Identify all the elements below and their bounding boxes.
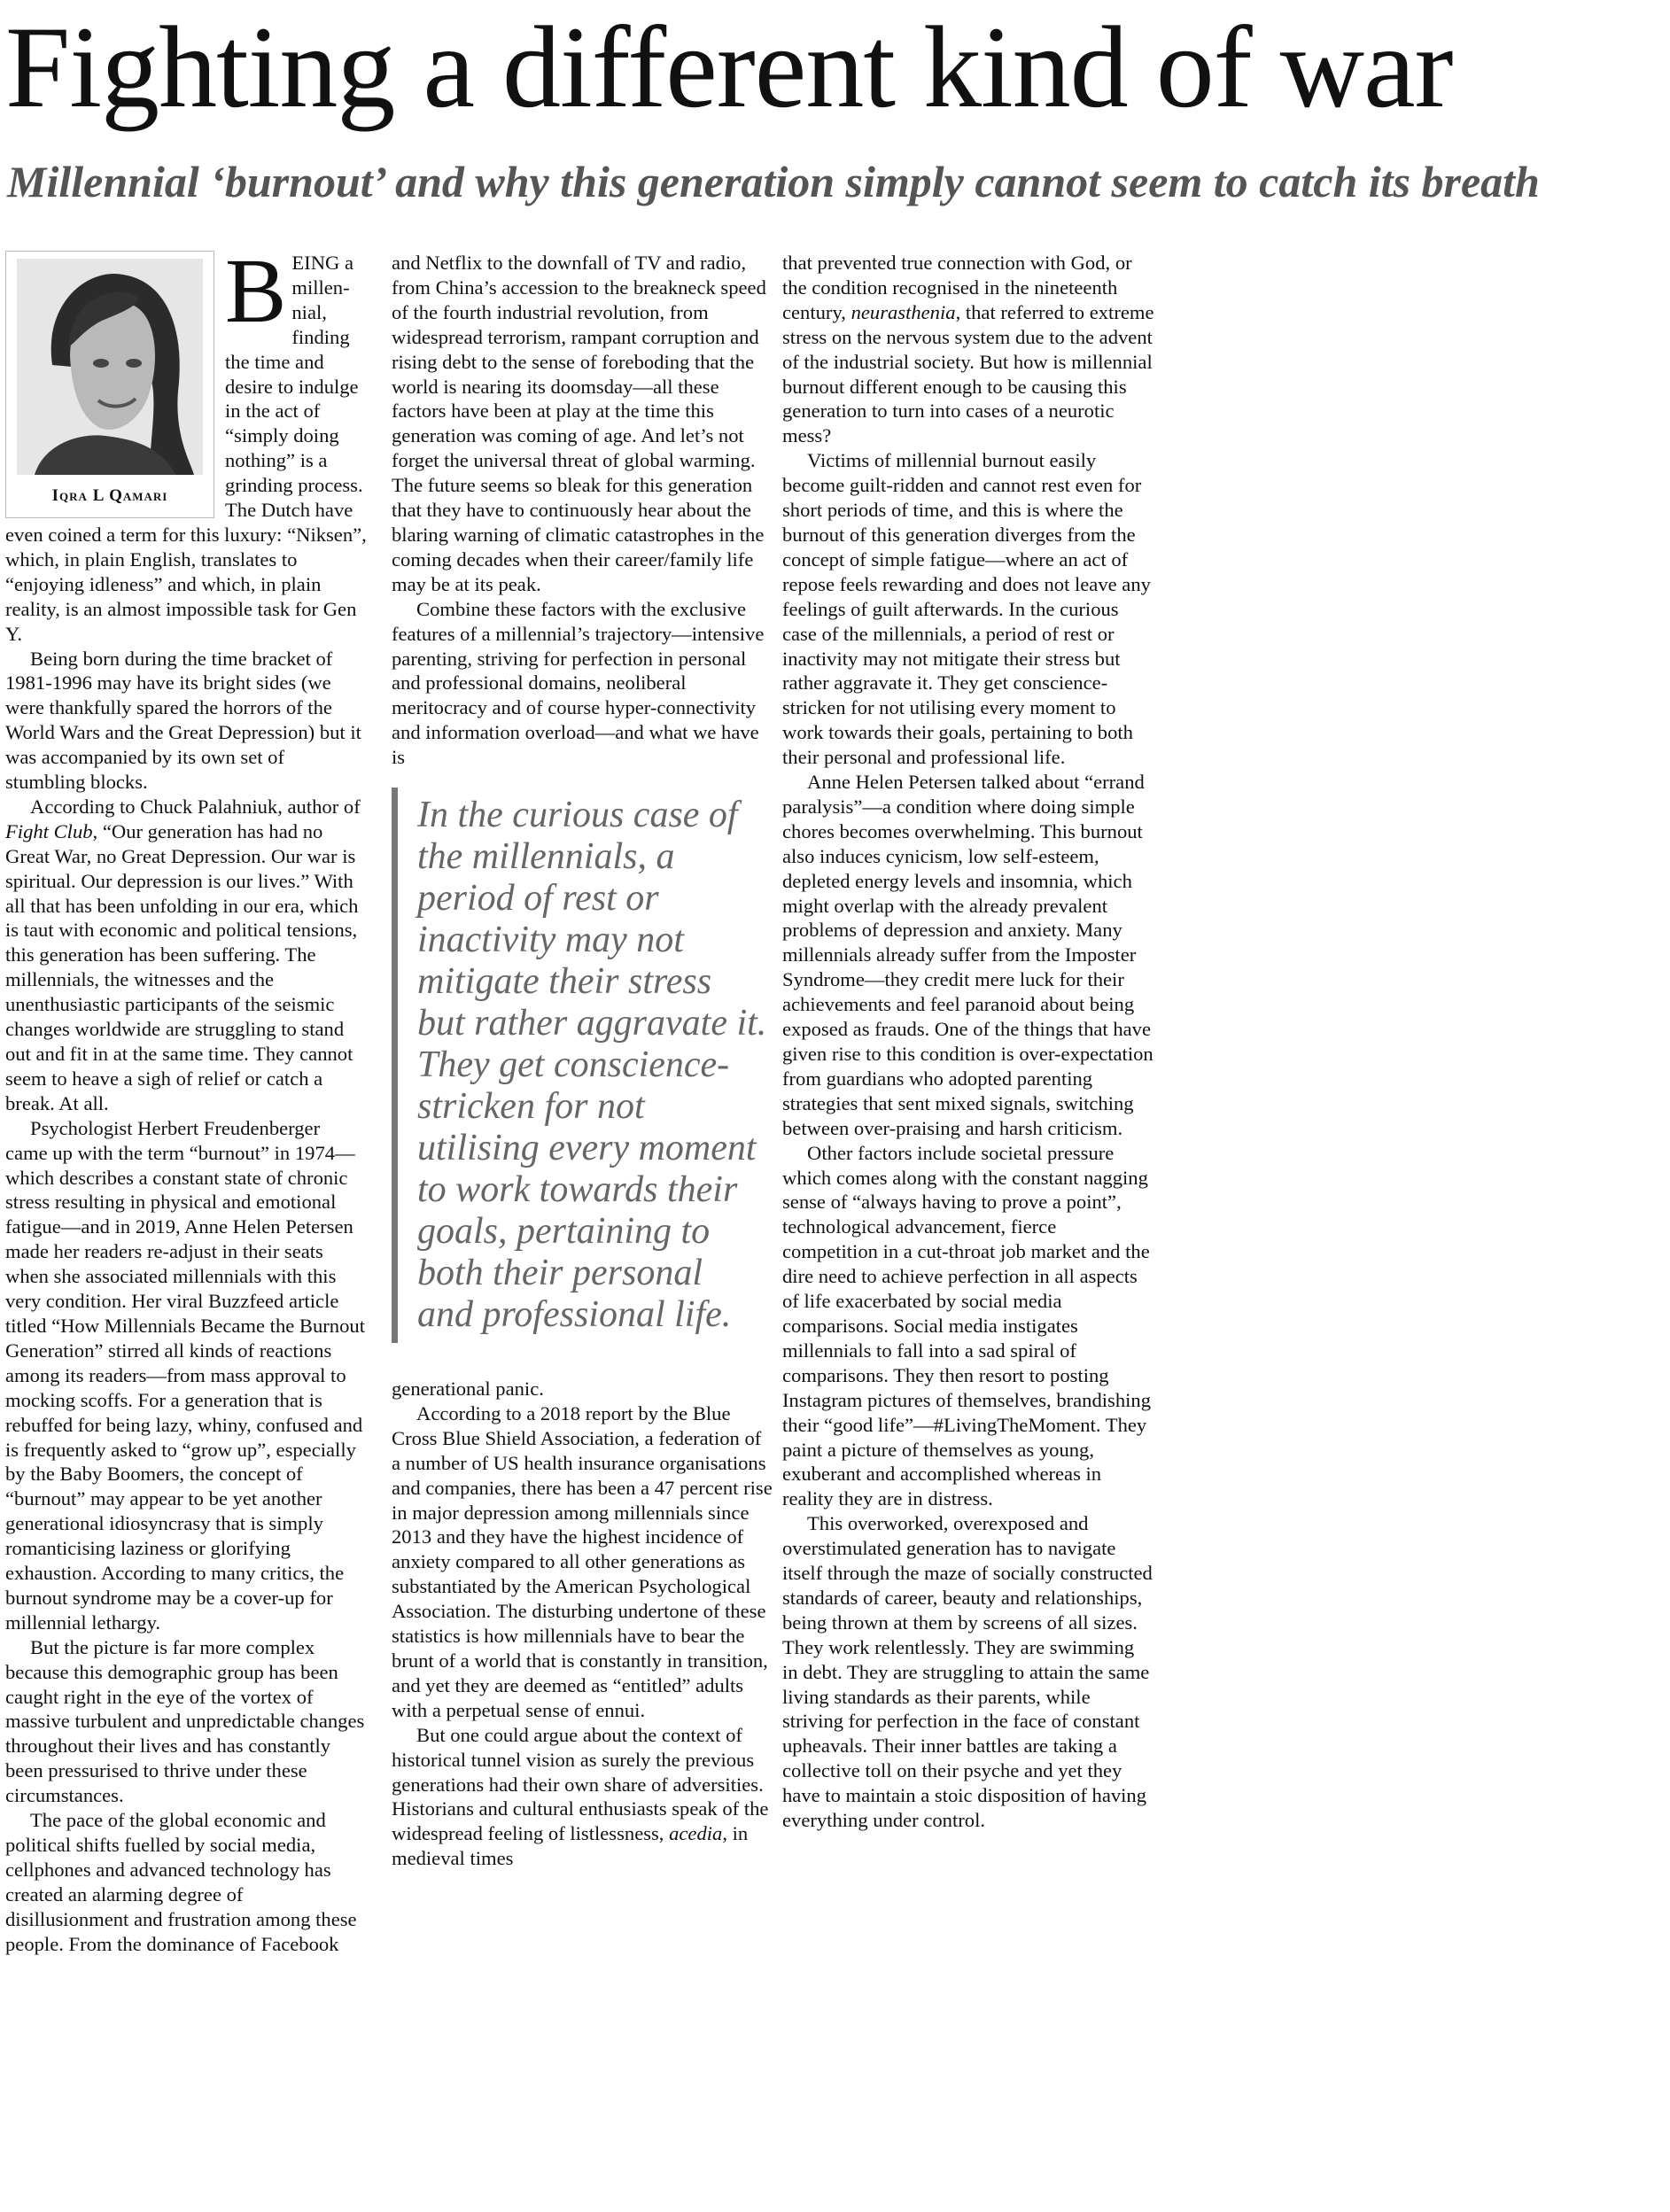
pull-quote: In the curious case of the millennials, a period of rest or inactivity may not mitigate their stress but rather aggravate it. They get conscience-stricken for not utilising every moment to work towards their goals, pertaining to both their personal and professional life. — [392, 788, 773, 1343]
paragraph: But one could argue about the context of historical tunnel vision as surely the previous generations had their own share of adversities. Historians and cultural enthusiasts speak of the widespread feeling of listlessness, acedia, in medieval times — [392, 1723, 769, 1870]
paragraph: The pace of the global economic and political shifts fuelled by social media, cellphones and advanced technology has created an alarming degree of disillusionment and frustration among these people. From the dominance of Facebook — [5, 1809, 357, 1955]
paragraph: According to a 2018 report by the Blue Cross Blue Shield Association, a federation of a number of US health insurance organisations and companies, there has been a 47 percent rise in major depression among millennials since 2013 and they have the highest incidence of anxiety compared to all other generations as substantiated by the American Psychological Association. The disturbing undertone of these statistics is how millennials have to bear the brunt of a world that is constantly in transition, and yet they are deemed as “entitled” adults with a perpetual sense of ennui. — [392, 1401, 773, 1721]
paragraph: BEING a millen-nial, finding the time and desire to indulge in the act of “simply doing nothing” is a grinding process. The Dutch have even coined a term for this luxury: “Niksen”, which, in plain English, translates to “enjoying idleness” and which, in plain reality, is an almost impossible task for Gen Y. — [5, 240, 367, 645]
paragraph: generational panic. — [392, 1378, 544, 1401]
paragraph: Being born during the time bracket of 1981-1996 may have its bright sides (we were thankfully spared the horrors of the World Wars and the Great Depression) but it was accompanied by its own set of stumbling blocks. — [5, 647, 361, 794]
article-column-2 — [392, 251, 773, 1871]
article-column-3 — [782, 251, 1154, 1833]
italic-term: neurasthenia — [851, 300, 956, 323]
paragraph: Psychologist Herbert Freudenberger came up with the term “burnout” in 1974—which describes a constant state of chronic stress resulting in physical and emotional fatigue—and in 2019, Anne Helen Petersen made her readers re-adjust in their seats when she associated millennials with this very condition. Her viral Buzzfeed article titled “How Millennials Became the Burnout Generation” stirred all kinds of reactions among its readers—from mass approval to mocking scoffs. For a generation that is rebuffed for being lazy, whiny, confused and is frequently asked to “grow up”, especially by the Baby Boomers, the concept of “burnout” may appear to be yet another generational idiosyncrasy that is simply romanticising laziness or glorifying exhaustion. According to many critics, the burnout syndrome may be a cover-up for millennial lethargy. — [5, 1116, 365, 1634]
author-byline: Iqra L Qamari — [51, 486, 168, 505]
paragraph: According to Chuck Palahniuk, author of Fight Club, “Our generation has had no Great War, no Great Depression. Our war is spiritual. Our depression is our lives.” With all that has been unfolding in our era, which is taut with economic and political tensions, this generation has been suffering. The millennials, the witnesses and the unenthusiastic participants of the seismic changes worldwide are struggling to stand out and fit in at the same time. They cannot seem to heave a sigh of relief or catch a break. At all. — [5, 795, 361, 1114]
paragraph: Anne Helen Petersen talked about “errand paralysis”—a condition where doing simple chores becomes overwhelming. This burnout also induces cynicism, low self-esteem, depleted energy levels and insomnia, which might overlap with the already prevalent problems of depression and anxiety. Many millennials already suffer from the Imposter Syndrome—they credit mere luck for their achievements and feel paranoid about being exposed as frauds. One of the things that have given rise to this condition is over-expectation from guardians who adopted parenting strategies that sent mixed signals, switching between over-praising and harsh criticism. — [782, 771, 1153, 1139]
book-title: Fight Club — [5, 819, 93, 842]
drop-cap: B — [225, 240, 287, 342]
subheadline: Millennial ‘burnout’ and why this generation simply cannot seem to catch its breath — [7, 157, 1540, 206]
author-photo — [17, 259, 203, 475]
headline: Fighting a different kind of war — [5, 2, 1453, 132]
paragraph: This overworked, overexposed and overstimulated generation has to navigate itself through the maze of socially constructed standards of career, beauty and relationships, being thrown at them by screens of all sizes. They work relentlessly. They are swimming in debt. They are struggling to attain the same living standards as their parents, while striving for perfection in the face of constant upheavals. Their inner battles are taking a collective toll on their psyche and yet they have to maintain a stoic disposition of having everything under control. — [782, 1512, 1153, 1832]
paragraph: Combine these factors with the exclusive features of a millennial’s trajectory—intensive parenting, striving for perfection in personal and professional domains, neoliberal meritocracy and of course hyper-connectivity and information overload—and what we have is — [392, 597, 765, 769]
author-photo-box — [5, 251, 214, 518]
italic-term: acedia — [669, 1822, 723, 1845]
paragraph: and Netflix to the downfall of TV and radio, from China’s accession to the breakneck speed of the fourth industrial revolution, from widespread terrorism, rampant corruption and rising debt to the sense of foreboding that the world is nearing its doomsday—all these factors have been at play at the time this generation was coming of age. And let’s not forget the universal threat of global warming. The future seems so bleak for this generation that they have to continuously hear about the blaring warning of climatic catastrophes in the coming decades when their career/family life may be at its peak. — [392, 252, 766, 595]
article-column-1 — [5, 240, 367, 1957]
paragraph: Victims of millennial burnout easily become guilt-ridden and cannot rest even for short periods of time, and this is where the burnout of this generation diverges from the concept of simple fatigue—where an act of repose feels rewarding and does not leave any feelings of guilt afterwards. In the curious case of the millennials, a period of rest or inactivity may not mitigate their stress but rather aggravate it. They get conscience-stricken for not utilising every moment to work towards their goals, pertaining to both their personal and professional life. — [782, 449, 1151, 769]
paragraph: But the picture is far more complex because this demographic group has been caught right in the eye of the vortex of massive turbulent and unpredictable changes throughout their lives and has constantly been pressurised to thrive under these circumstances. — [5, 1635, 365, 1807]
paragraph: Other factors include societal pressure which comes along with the constant nagging sense of “always having to prove a point”, technological advancement, fierce competition in a cut-throat job market and the dire need to achieve perfection in all aspects of life exacerbated by social media comparisons. Social media instigates millennials to fall into a sad spiral of comparisons. They then resort to posting Instagram pictures of themselves, brandishing their “good life”—#LivingTheMoment. They paint a picture of themselves as young, exuberant and accomplished whereas in reality they are in distress. — [782, 1141, 1151, 1510]
paragraph: that prevented true connection with God, or the condition recognised in the nineteenth century, neurasthenia, that referred to extreme stress on the nervous system due to the advent of the industrial society. But how is millennial burnout different enough to be causing this generation to turn into cases of a neurotic mess? — [782, 252, 1154, 447]
